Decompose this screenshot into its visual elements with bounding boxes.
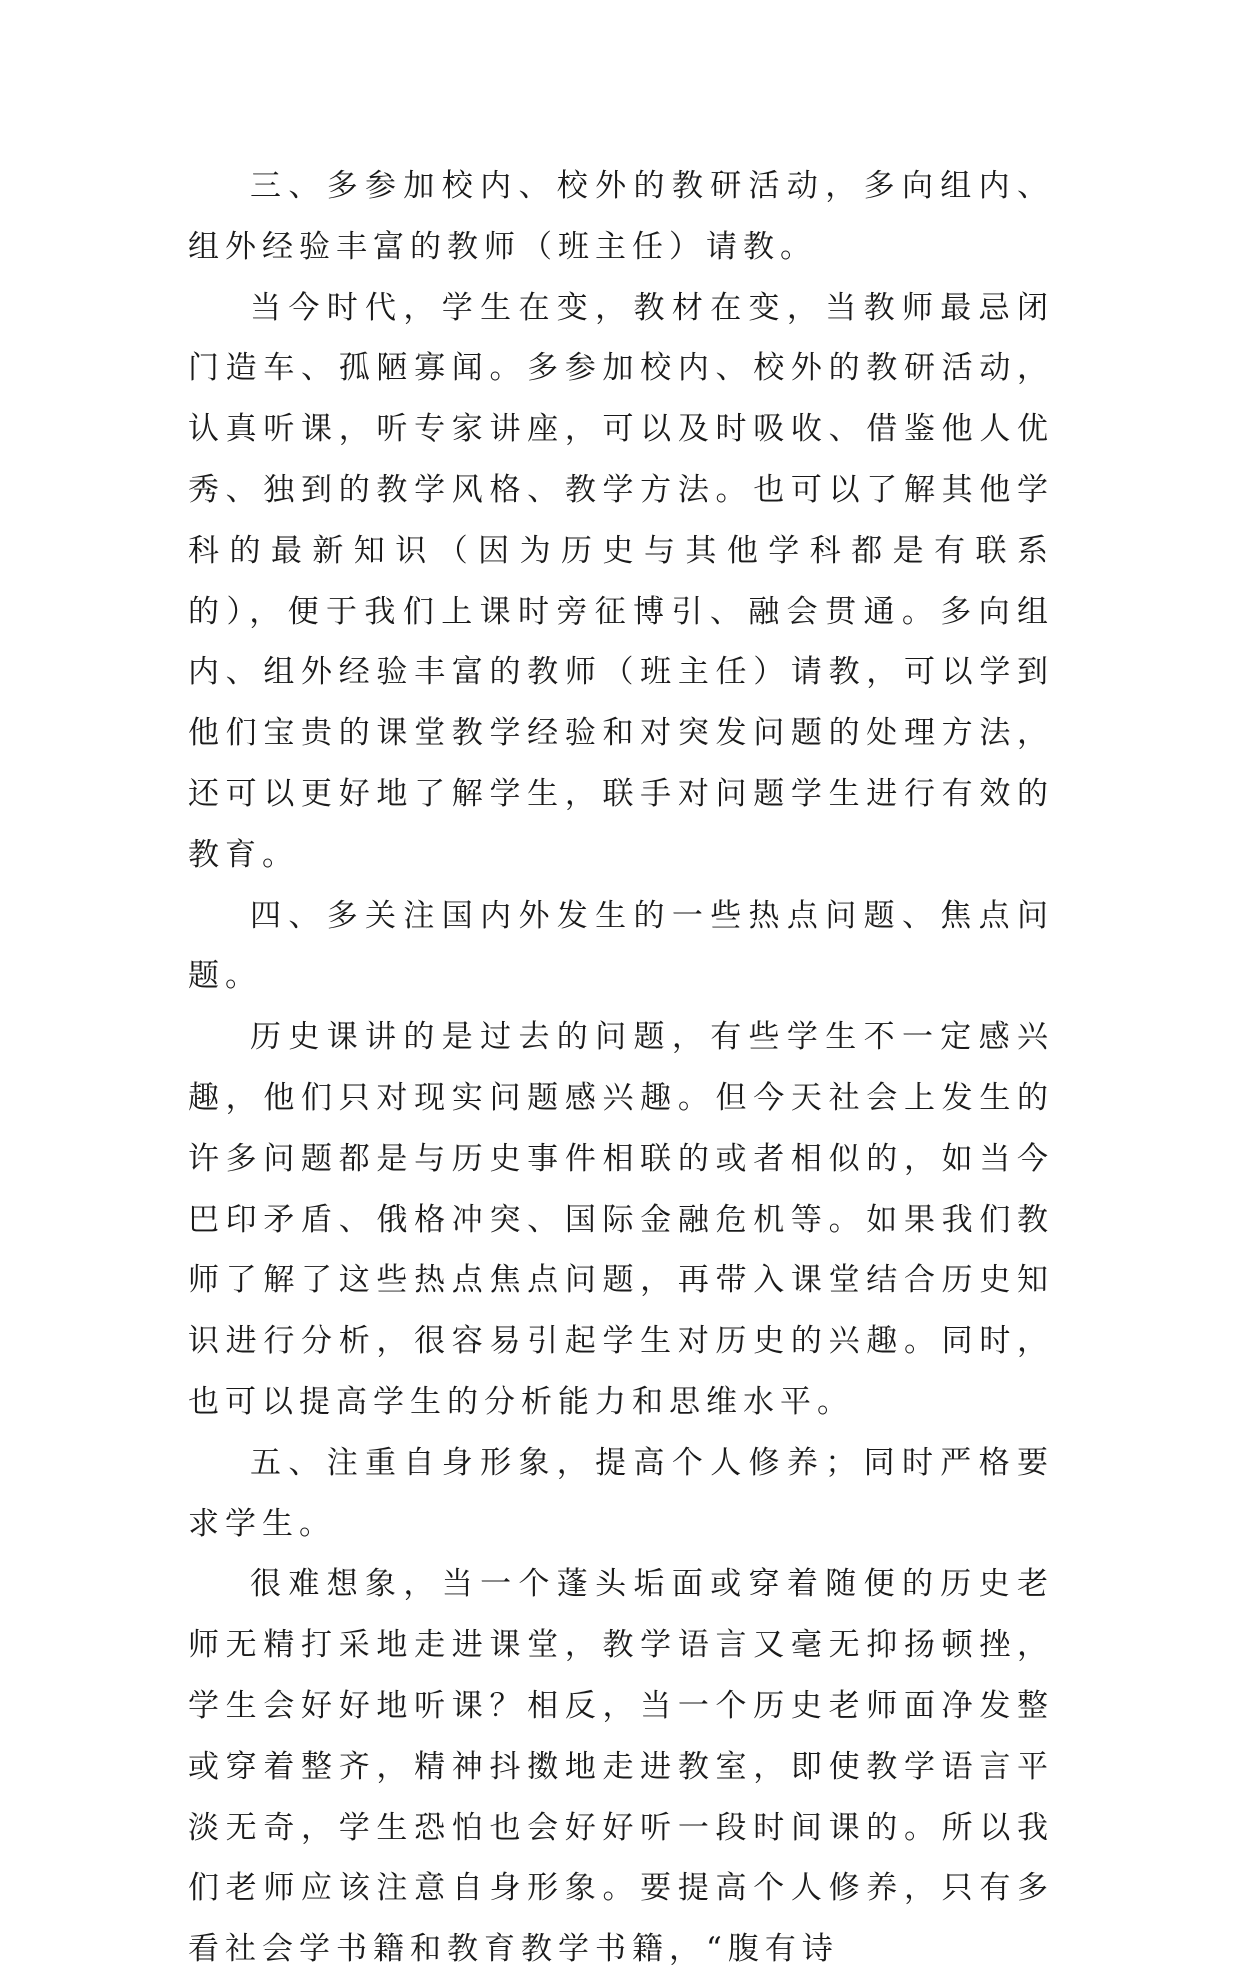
body-paragraph: 很难想象，当一个蓬头垢面或穿着随便的历史老师无精打采地走进课堂，教学语言又毫无抑扬顿挫，学生会好好地听课？相反，当一个历史老师面净发整或穿着整齐，精神抖擞地走进教室，即使教学语言平淡无奇，学生恐怕也会好好听一段时间课的。所以我们老师应该注意自身形象。要提高个人修养，只有多看社会学书籍和教育教学书籍，“腹有诗 <box>188 1566 1054 1968</box>
section-heading-3: 三、多参加校内、校外的教研活动，多向组内、组外经验丰富的教师（班主任）请教。 <box>188 168 1054 265</box>
document-body <box>188 156 1054 1980</box>
body-paragraph: 历史课讲的是过去的问题，有些学生不一定感兴趣，他们只对现实问题感兴趣。但今天社会上发生的许多问题都是与历史事件相联的或者相似的，如当今巴印矛盾、俄格冲突、国际金融危机等。如果我们教师了解了这些热点焦点问题，再带入课堂结合历史知识进行分析，很容易引起学生对历史的兴趣。同时，也可以提高学生的分析能力和思维水平。 <box>188 1019 1054 1420</box>
section-heading-4: 四、多关注国内外发生的一些热点问题、焦点问题。 <box>188 897 1054 995</box>
body-paragraph: 当今时代，学生在变，教材在变，当教师最忌闭门造车、孤陋寡闻。多参加校内、校外的教研活动，认真听课，听专家讲座，可以及时吸收、借鉴他人优秀、独到的教学风格、教学方法。也可以了解其他学科的最新知识（因为历史与其他学科都是有联系的），便于我们上课时旁征博引、融会贯通。多向组内、组外经验丰富的教师（班主任）请教，可以学到他们宝贵的课堂教学经验和对突发问题的处理方法，还可以更好地了解学生，联手对问题学生进行有效的教育。 <box>188 289 1054 873</box>
section-heading-5: 五、注重自身形象，提高个人修养；同时严格要求学生。 <box>188 1444 1054 1542</box>
